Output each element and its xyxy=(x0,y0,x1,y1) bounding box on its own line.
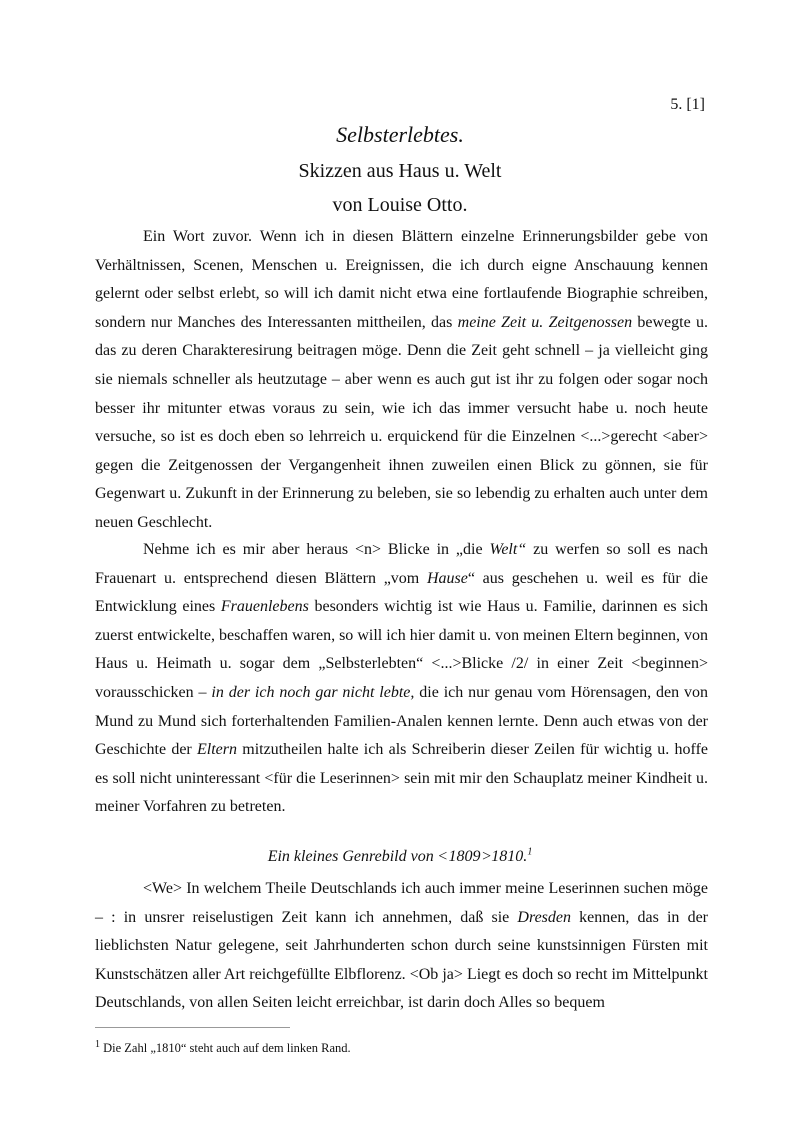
paragraph-intro xyxy=(95,223,708,538)
footnote xyxy=(95,1038,351,1056)
text-span: die ich nur genau vom Hörensagen, den von Mund zu Mund sich forterhaltenden Familien-Analen kennen lernte. Denn auch etwas von der Geschichte der xyxy=(95,683,708,759)
text-span: “ aus geschehen u. weil es für die Entwicklung eines xyxy=(95,569,709,616)
author-line: von Louise Otto. xyxy=(332,194,468,216)
emphasis-span: Dresden xyxy=(517,908,572,926)
heading-text: Ein kleines Genrebild von ˂1809˃1810. xyxy=(267,848,528,865)
page-number: 5. [1] xyxy=(670,96,705,113)
text-span: zu werfen so soll es nach Frauenart u. entsprechend diesen Blättern „vom xyxy=(95,541,708,587)
emphasis-span: Frauenlebens xyxy=(220,598,309,616)
footnote-marker: 1 xyxy=(95,1038,100,1050)
document-title: Selbsterlebtes. xyxy=(336,122,464,147)
emphasis-span: meine Zeit u. Zeitgenossen xyxy=(457,313,633,331)
text-span: Ein Wort zuvor. Wenn ich in diesen Blättern einzelne Erinnerungsbilder gebe von Verhältnissen, Scenen, Menschen u. Ereignissen, die ich durch eigne Anschauung kennen gelernt oder selbst erlebt, so will ich damit nicht etwa eine fortlaufende Biographie schreiben, sondern nur Manches des Interessanten mittheilen, das xyxy=(95,228,708,331)
emphasis-span: in der ich noch gar nicht lebte, xyxy=(211,683,415,701)
emphasis-span: Welt“ xyxy=(489,541,527,558)
paragraph-world xyxy=(95,536,708,822)
emphasis-span: Eltern xyxy=(197,741,237,759)
document-subtitle: Skizzen aus Haus u. Welt xyxy=(298,160,502,182)
text-span: <We> In welchem Theile Deutschlands ich auch immer meine Leserinnen suchen möge – : in unsrer reiselustigen Zeit kann ich annehmen, daß sie xyxy=(95,880,708,926)
text-span: mitzutheilen halte ich als Schreiberin dieser Zeilen für wichtig u. hoffe es soll nicht uninteressant ˂für die Leserinnen˃ sein mit mir den Schauplatz meiner Kindheit u. meiner Vorfahren zu betreten. xyxy=(95,741,708,816)
emphasis-span: Hause xyxy=(426,569,468,587)
text-span: kennen, das in der lieblichsten Natur gelegene, seit Jahrhunderten schon durch seine kunstsinnigen Fürsten mit Kunstschätzen aller Art reichgefüllte Elbflorenz. ˂Ob ja˃ Liegt es doch so recht im Mittelpunkt Deutschlands, von allen Seiten leicht erreichbar, ist darin doch Alles so bequem xyxy=(95,908,709,1012)
footnote-text: Die Zahl „1810“ steht auch auf dem linken Rand. xyxy=(103,1041,351,1055)
section-heading xyxy=(0,848,800,866)
footnote-divider xyxy=(95,1027,290,1028)
text-span: bewegte u. das zu deren Charakteresirung beitragen möge. Denn die Zeit geht schnell – ja vielleicht ging sie niemals schneller als heutzutage – aber wenn es auch gut ist ihr zu folgen oder sogar noch besser ihr mitunter etwas voraus zu sein, wie ich das immer versucht habe u. noch heute versuche, so ist es doch eben so lehrreich u. erquickend für die Einzelnen <...>gerecht ˂aber˃ gegen die Zeitgenossen der Vergangenheit ihnen zuweilen einen Blick zu gönnen, sie für Gegenwart u. Zukunft in der Erinnerung zu beleben, sie so lebendig zu erhalten auch unter dem neuen Geschlecht. xyxy=(95,313,708,531)
text-span: besonders wichtig ist wie Haus u. Familie, darinnen es sich zuerst entwickelte, beschaffen waren, so will ich hier damit u. von meinen Eltern beginnen, von Haus u. Heimath u. sogar dem „Selbsterlebten“ <...>Blicke /2/ in einer Zeit ˂beginnen˃ vorausschicken – xyxy=(95,598,709,701)
footnote-reference: 1 xyxy=(527,846,533,858)
text-span: Nehme ich es mir aber heraus <n> Blicke in „die xyxy=(143,541,490,558)
paragraph-dresden xyxy=(95,875,708,1018)
